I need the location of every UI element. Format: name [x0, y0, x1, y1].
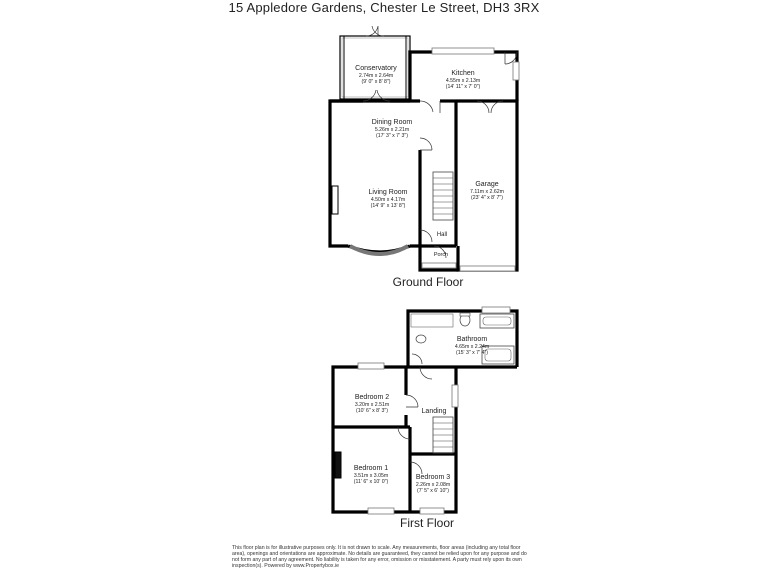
porch-room	[422, 263, 456, 268]
ground-floor-label: Ground Floor	[392, 275, 464, 289]
room-name-garage: Garage	[475, 181, 499, 188]
room-dims-bedroom-1-imperial: (11' 6" x 10' 0")	[353, 479, 389, 485]
main-house-walls	[330, 90, 458, 270]
room-dims-conservatory: 2.74m x 2.64m	[358, 73, 394, 79]
first-floor-plan	[333, 307, 517, 514]
room-dims-bathroom-imperial: (15' 3" x 7' 4")	[456, 350, 488, 356]
room-dims-bathroom: 4.65m x 2.24m	[454, 344, 490, 350]
page-title: 15 Appledore Gardens, Chester Le Street, DH3 3RX	[228, 0, 540, 15]
first-floor-stairs	[433, 417, 453, 453]
room-dims-bedroom-2-imperial: (10' 6" x 8' 3")	[356, 408, 388, 414]
room-dims-dining-room-imperial: (17' 3" x 7' 3")	[376, 133, 408, 139]
room-name-landing: Landing	[421, 408, 447, 415]
room-dims-conservatory-imperial: (9' 0" x 8' 8")	[361, 79, 391, 85]
room-dims-kitchen: 4.55m x 2.13m	[445, 78, 481, 84]
room-dims-living-room-imperial: (14' 9" x 13' 8")	[370, 203, 406, 209]
room-name-bedroom-3: Bedroom 3	[415, 474, 451, 481]
conservatory-room	[340, 26, 410, 99]
room-dims-bedroom-3-imperial: (7' 5" x 6' 10")	[417, 488, 449, 494]
room-dims-bedroom-1: 3.51m x 3.05m	[353, 473, 389, 479]
room-dims-garage-imperial: (23' 4" x 8' 7")	[471, 195, 503, 201]
room-dims-bedroom-3: 2.26m x 2.08m	[415, 482, 451, 488]
room-dims-dining-room: 5.26m x 2.21m	[374, 127, 410, 133]
ground-floor-plan	[330, 26, 519, 271]
room-name-conservatory: Conservatory	[355, 65, 397, 72]
room-name-bedroom-2: Bedroom 2	[354, 394, 390, 401]
room-dims-kitchen-imperial: (14' 11" x 7' 0")	[445, 84, 481, 90]
room-name-bathroom: Bathroom	[456, 336, 488, 343]
room-name-bedroom-1: Bedroom 1	[353, 465, 389, 472]
ground-stairs	[433, 172, 453, 220]
first-floor-label: First Floor	[400, 516, 454, 530]
room-name-hall: Hall	[436, 232, 448, 238]
room-name-porch: Porch	[433, 252, 449, 258]
room-dims-living-room: 4.50m x 4.17m	[370, 197, 406, 203]
room-name-kitchen: Kitchen	[451, 70, 475, 77]
room-name-dining-room: Dining Room	[371, 119, 413, 126]
room-dims-bedroom-2: 3.20m x 2.51m	[354, 402, 390, 408]
room-name-living-room: Living Room	[368, 189, 408, 196]
disclaimer-text: This floor plan is for illustrative purposes only. It is not drawn to scale. Any measurements, floor areas (including any total floor area), openings and orientations are approximate. No details are guaranteed, they cannot be relied upon for any purpose and do not form any part of any agreement. No liability is taken for any error, omission or misstatement. A party must rely upon its own inspection(s). Powered by www.Propertybox.ie	[232, 545, 527, 569]
room-dims-garage: 7.11m x 2.62m	[470, 189, 504, 195]
